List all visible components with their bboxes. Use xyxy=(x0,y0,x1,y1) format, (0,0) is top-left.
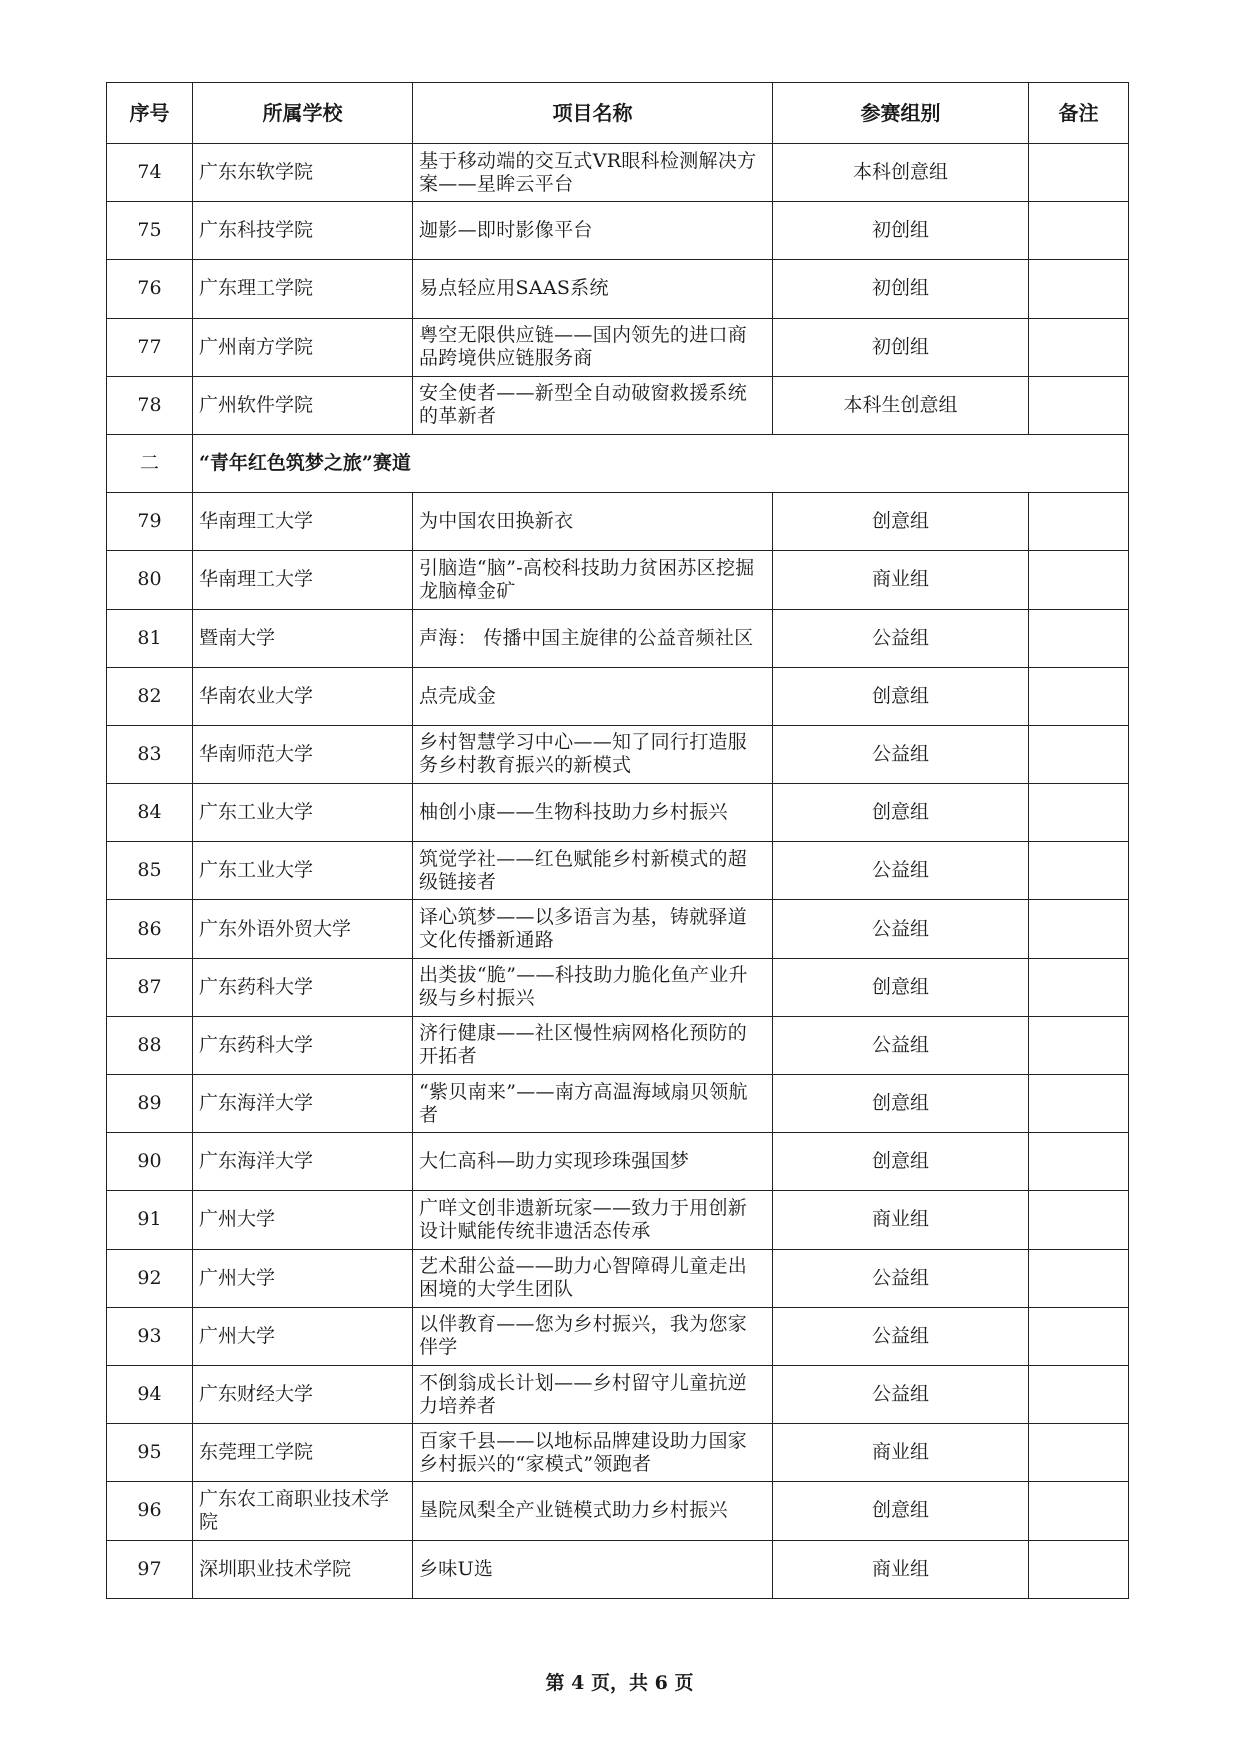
row-note xyxy=(1029,784,1129,842)
row-note xyxy=(1029,958,1129,1016)
table-row xyxy=(107,900,1129,958)
row-project: 引脑造“脑”-高校科技助力贫困苏区挖掘龙脑樟金矿 xyxy=(413,551,773,609)
row-group: 公益组 xyxy=(773,900,1029,958)
table-row xyxy=(107,260,1129,318)
row-project: 大仁高科—助力实现珍珠强国梦 xyxy=(413,1133,773,1191)
table-row xyxy=(107,1016,1129,1074)
table-row xyxy=(107,1365,1129,1423)
row-num: 92 xyxy=(107,1249,193,1307)
row-school: 广州软件学院 xyxy=(193,376,413,434)
table-row xyxy=(107,493,1129,551)
header-school: 所属学校 xyxy=(193,83,413,144)
table-header-row xyxy=(107,83,1129,144)
row-group: 公益组 xyxy=(773,1249,1029,1307)
row-note xyxy=(1029,551,1129,609)
row-group: 初创组 xyxy=(773,318,1029,376)
row-project: 译心筑梦——以多语言为基，铸就驿道文化传播新通路 xyxy=(413,900,773,958)
table-row xyxy=(107,144,1129,202)
row-school: 广东外语外贸大学 xyxy=(193,900,413,958)
row-num: 84 xyxy=(107,784,193,842)
row-school: 广东财经大学 xyxy=(193,1365,413,1423)
row-school: 广东工业大学 xyxy=(193,842,413,900)
section-row xyxy=(107,434,1129,492)
row-school: 广东药科大学 xyxy=(193,1016,413,1074)
table-row xyxy=(107,1307,1129,1365)
row-num: 93 xyxy=(107,1307,193,1365)
row-school: 广东药科大学 xyxy=(193,958,413,1016)
project-list-table xyxy=(106,82,1129,1599)
row-num: 97 xyxy=(107,1540,193,1598)
row-project: 艺术甜公益——助力心智障碍儿童走出困境的大学生团队 xyxy=(413,1249,773,1307)
table-row xyxy=(107,1133,1129,1191)
header-project: 项目名称 xyxy=(413,83,773,144)
row-group: 公益组 xyxy=(773,1365,1029,1423)
row-group: 创意组 xyxy=(773,784,1029,842)
table-row xyxy=(107,784,1129,842)
row-note xyxy=(1029,318,1129,376)
row-note xyxy=(1029,900,1129,958)
row-school: 东莞理工学院 xyxy=(193,1424,413,1482)
row-note xyxy=(1029,667,1129,725)
row-project: 百家千县——以地标品牌建设助力国家乡村振兴的“家模式”领跑者 xyxy=(413,1424,773,1482)
row-group: 创意组 xyxy=(773,1133,1029,1191)
row-project: 乡村智慧学习中心——知了同行打造服务乡村教育振兴的新模式 xyxy=(413,725,773,783)
row-note xyxy=(1029,1249,1129,1307)
row-note xyxy=(1029,1191,1129,1249)
row-school: 广东东软学院 xyxy=(193,144,413,202)
table-row xyxy=(107,958,1129,1016)
section-num: 二 xyxy=(107,434,193,492)
row-project: 迦影—即时影像平台 xyxy=(413,202,773,260)
row-num: 82 xyxy=(107,667,193,725)
row-school: 华南农业大学 xyxy=(193,667,413,725)
row-project: “紫贝南来”——南方高温海域扇贝领航者 xyxy=(413,1075,773,1133)
row-project: 出类拔“脆”——科技助力脆化鱼产业升级与乡村振兴 xyxy=(413,958,773,1016)
row-project: 广咩文创非遗新玩家——致力于用创新设计赋能传统非遗活态传承 xyxy=(413,1191,773,1249)
row-school: 深圳职业技术学院 xyxy=(193,1540,413,1598)
row-group: 创意组 xyxy=(773,667,1029,725)
row-num: 75 xyxy=(107,202,193,260)
row-project: 筑觉学社——红色赋能乡村新模式的超级链接者 xyxy=(413,842,773,900)
row-group: 创意组 xyxy=(773,958,1029,1016)
row-note xyxy=(1029,1540,1129,1598)
header-group: 参赛组别 xyxy=(773,83,1029,144)
row-school: 华南师范大学 xyxy=(193,725,413,783)
table-row xyxy=(107,725,1129,783)
row-num: 94 xyxy=(107,1365,193,1423)
row-group: 公益组 xyxy=(773,1307,1029,1365)
table-row xyxy=(107,376,1129,434)
page-footer: 第 4 页，共 6 页 xyxy=(545,1672,694,1694)
table-row xyxy=(107,1075,1129,1133)
header-num: 序号 xyxy=(107,83,193,144)
row-note xyxy=(1029,493,1129,551)
row-num: 80 xyxy=(107,551,193,609)
row-num: 87 xyxy=(107,958,193,1016)
row-group: 商业组 xyxy=(773,1424,1029,1482)
row-group: 本科生创意组 xyxy=(773,376,1029,434)
row-group: 商业组 xyxy=(773,551,1029,609)
table-row xyxy=(107,202,1129,260)
table-row xyxy=(107,842,1129,900)
row-school: 广东工业大学 xyxy=(193,784,413,842)
row-project: 以伴教育——您为乡村振兴，我为您家伴学 xyxy=(413,1307,773,1365)
row-num: 85 xyxy=(107,842,193,900)
row-note xyxy=(1029,260,1129,318)
row-num: 77 xyxy=(107,318,193,376)
table-row xyxy=(107,318,1129,376)
row-num: 78 xyxy=(107,376,193,434)
row-note xyxy=(1029,144,1129,202)
table-row xyxy=(107,1191,1129,1249)
row-num: 89 xyxy=(107,1075,193,1133)
row-note xyxy=(1029,725,1129,783)
row-num: 96 xyxy=(107,1482,193,1540)
row-school: 广州南方学院 xyxy=(193,318,413,376)
row-project: 声海： 传播中国主旋律的公益音频社区 xyxy=(413,609,773,667)
row-num: 79 xyxy=(107,493,193,551)
table-row xyxy=(107,551,1129,609)
row-group: 公益组 xyxy=(773,725,1029,783)
table-row xyxy=(107,1249,1129,1307)
row-num: 95 xyxy=(107,1424,193,1482)
row-group: 公益组 xyxy=(773,842,1029,900)
row-group: 商业组 xyxy=(773,1540,1029,1598)
table-row xyxy=(107,1540,1129,1598)
row-note xyxy=(1029,1075,1129,1133)
row-school: 暨南大学 xyxy=(193,609,413,667)
row-project: 易点轻应用SAAS系统 xyxy=(413,260,773,318)
row-note xyxy=(1029,1307,1129,1365)
row-project: 不倒翁成长计划——乡村留守儿童抗逆力培养者 xyxy=(413,1365,773,1423)
row-school: 广东海洋大学 xyxy=(193,1133,413,1191)
row-note xyxy=(1029,609,1129,667)
row-num: 76 xyxy=(107,260,193,318)
row-num: 81 xyxy=(107,609,193,667)
row-note xyxy=(1029,202,1129,260)
row-note xyxy=(1029,376,1129,434)
row-group: 初创组 xyxy=(773,202,1029,260)
row-school: 华南理工大学 xyxy=(193,551,413,609)
row-project: 为中国农田换新衣 xyxy=(413,493,773,551)
row-group: 创意组 xyxy=(773,493,1029,551)
row-note xyxy=(1029,1365,1129,1423)
row-school: 广东农工商职业技术学院 xyxy=(193,1482,413,1540)
row-group: 商业组 xyxy=(773,1191,1029,1249)
table-row xyxy=(107,1424,1129,1482)
row-note xyxy=(1029,1424,1129,1482)
row-group: 初创组 xyxy=(773,260,1029,318)
row-project: 安全使者——新型全自动破窗救援系统的革新者 xyxy=(413,376,773,434)
row-note xyxy=(1029,842,1129,900)
row-school: 广州大学 xyxy=(193,1307,413,1365)
row-project: 垦院凤梨全产业链模式助力乡村振兴 xyxy=(413,1482,773,1540)
row-school: 广州大学 xyxy=(193,1191,413,1249)
row-school: 广东海洋大学 xyxy=(193,1075,413,1133)
row-num: 74 xyxy=(107,144,193,202)
row-school: 广东理工学院 xyxy=(193,260,413,318)
row-note xyxy=(1029,1133,1129,1191)
row-note xyxy=(1029,1482,1129,1540)
row-group: 创意组 xyxy=(773,1075,1029,1133)
row-group: 公益组 xyxy=(773,609,1029,667)
row-project: 基于移动端的交互式VR眼科检测解决方案——星眸云平台 xyxy=(413,144,773,202)
row-num: 86 xyxy=(107,900,193,958)
row-group: 公益组 xyxy=(773,1016,1029,1074)
row-project: 济行健康——社区慢性病网格化预防的开拓者 xyxy=(413,1016,773,1074)
row-group: 创意组 xyxy=(773,1482,1029,1540)
header-note: 备注 xyxy=(1029,83,1129,144)
row-project: 点壳成金 xyxy=(413,667,773,725)
row-project: 乡味U选 xyxy=(413,1540,773,1598)
row-num: 88 xyxy=(107,1016,193,1074)
row-num: 83 xyxy=(107,725,193,783)
row-num: 90 xyxy=(107,1133,193,1191)
row-project: 柚创小康——生物科技助力乡村振兴 xyxy=(413,784,773,842)
row-school: 广东科技学院 xyxy=(193,202,413,260)
row-note xyxy=(1029,1016,1129,1074)
row-project: 粤空无限供应链——国内领先的进口商品跨境供应链服务商 xyxy=(413,318,773,376)
row-num: 91 xyxy=(107,1191,193,1249)
row-school: 华南理工大学 xyxy=(193,493,413,551)
section-title: “青年红色筑梦之旅”赛道 xyxy=(193,434,1129,492)
row-school: 广州大学 xyxy=(193,1249,413,1307)
table-row xyxy=(107,667,1129,725)
table-row xyxy=(107,609,1129,667)
row-group: 本科创意组 xyxy=(773,144,1029,202)
table-row xyxy=(107,1482,1129,1540)
